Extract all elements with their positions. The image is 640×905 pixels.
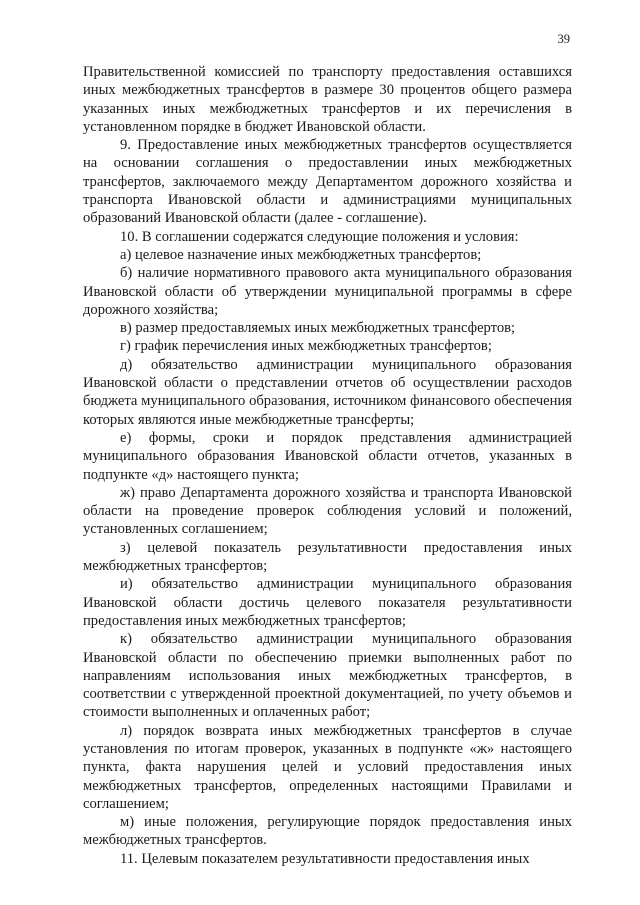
subitem-i: и) обязательство администрации муниципального образования Ивановской области достичь целевого показателя результативности предоставления иных межбюджетных трансфертов; — [83, 576, 572, 629]
subitem-l: л) порядок возврата иных межбюджетных трансфертов в случае установления по итогам проверок, указанных в подпункте «ж» настоящего пункта, факта нарушения целей и условий предоставления иных межбюджетных трансфертов, определенных настоящими Правилами и соглашением; — [83, 722, 572, 812]
paragraph-item-9: 9. Предоставление иных межбюджетных трансфертов осуществляется на основании соглашения о предоставлении иных межбюджетных трансфертов, заключаемого между Департаментом дорожного хозяйства и транспорта Ивановской области и администрациями муниципальных образований Ивановской области (далее - соглашение). — [83, 137, 572, 227]
subitem-b: б) наличие нормативного правового акта муниципального образования Ивановской области об утверждении муниципальной программы в сфере дорожного хозяйства; — [83, 265, 572, 318]
subitem-m: м) иные положения, регулирующие порядок предоставления иных межбюджетных трансфертов. — [83, 814, 572, 849]
subitem-k: к) обязательство администрации муниципального образования Ивановской области по обеспечению приемки выполненных работ по направлениям использования иных межбюджетных трансфертов, в соответствии с утвержденной проектной документацией, по учету объемов и стоимости выполненных и оплаченных работ; — [83, 631, 572, 721]
subitem-z: з) целевой показатель результативности предоставления иных межбюджетных трансфертов; — [83, 539, 572, 575]
subitem-v: в) размер предоставляемых иных межбюджетных трансфертов; — [120, 320, 516, 337]
paragraph-item-10: 10. В соглашении содержатся следующие положения и условия: — [120, 228, 519, 245]
paragraph-item-11: 11. Целевым показателем результативности предоставления иных — [120, 850, 530, 867]
subitem-e: е) формы, сроки и порядок представления администрацией муниципального образования Ивановской области отчетов, указанных в подпункте «д» настоящего пункта; — [83, 429, 572, 483]
subitem-d: д) обязательство администрации муниципального образования Ивановской области о представлении отчетов об осуществлении расходов бюджета муниципального образования, источником финансового обеспечения которых являются иные межбюджетные трансферты; — [83, 356, 572, 428]
subitem-g: г) график перечисления иных межбюджетных трансфертов; — [120, 338, 492, 355]
paragraph-continuation: Правительственной комиссией по транспорту предоставления оставшихся иных межбюджетных трансфертов в размере 30 процентов общего размера указанных иных межбюджетных трансфертов и их перечисления в установленном порядке в бюджет Ивановской области. — [83, 64, 572, 135]
page-number: 39 — [557, 32, 570, 46]
subitem-zh: ж) право Департамента дорожного хозяйства и транспорта Ивановской области на проведение проверок соблюдения условий и положений, установленных соглашением; — [83, 484, 572, 538]
document-body — [83, 63, 572, 868]
subitem-a: а) целевое назначение иных межбюджетных трансфертов; — [120, 246, 482, 263]
